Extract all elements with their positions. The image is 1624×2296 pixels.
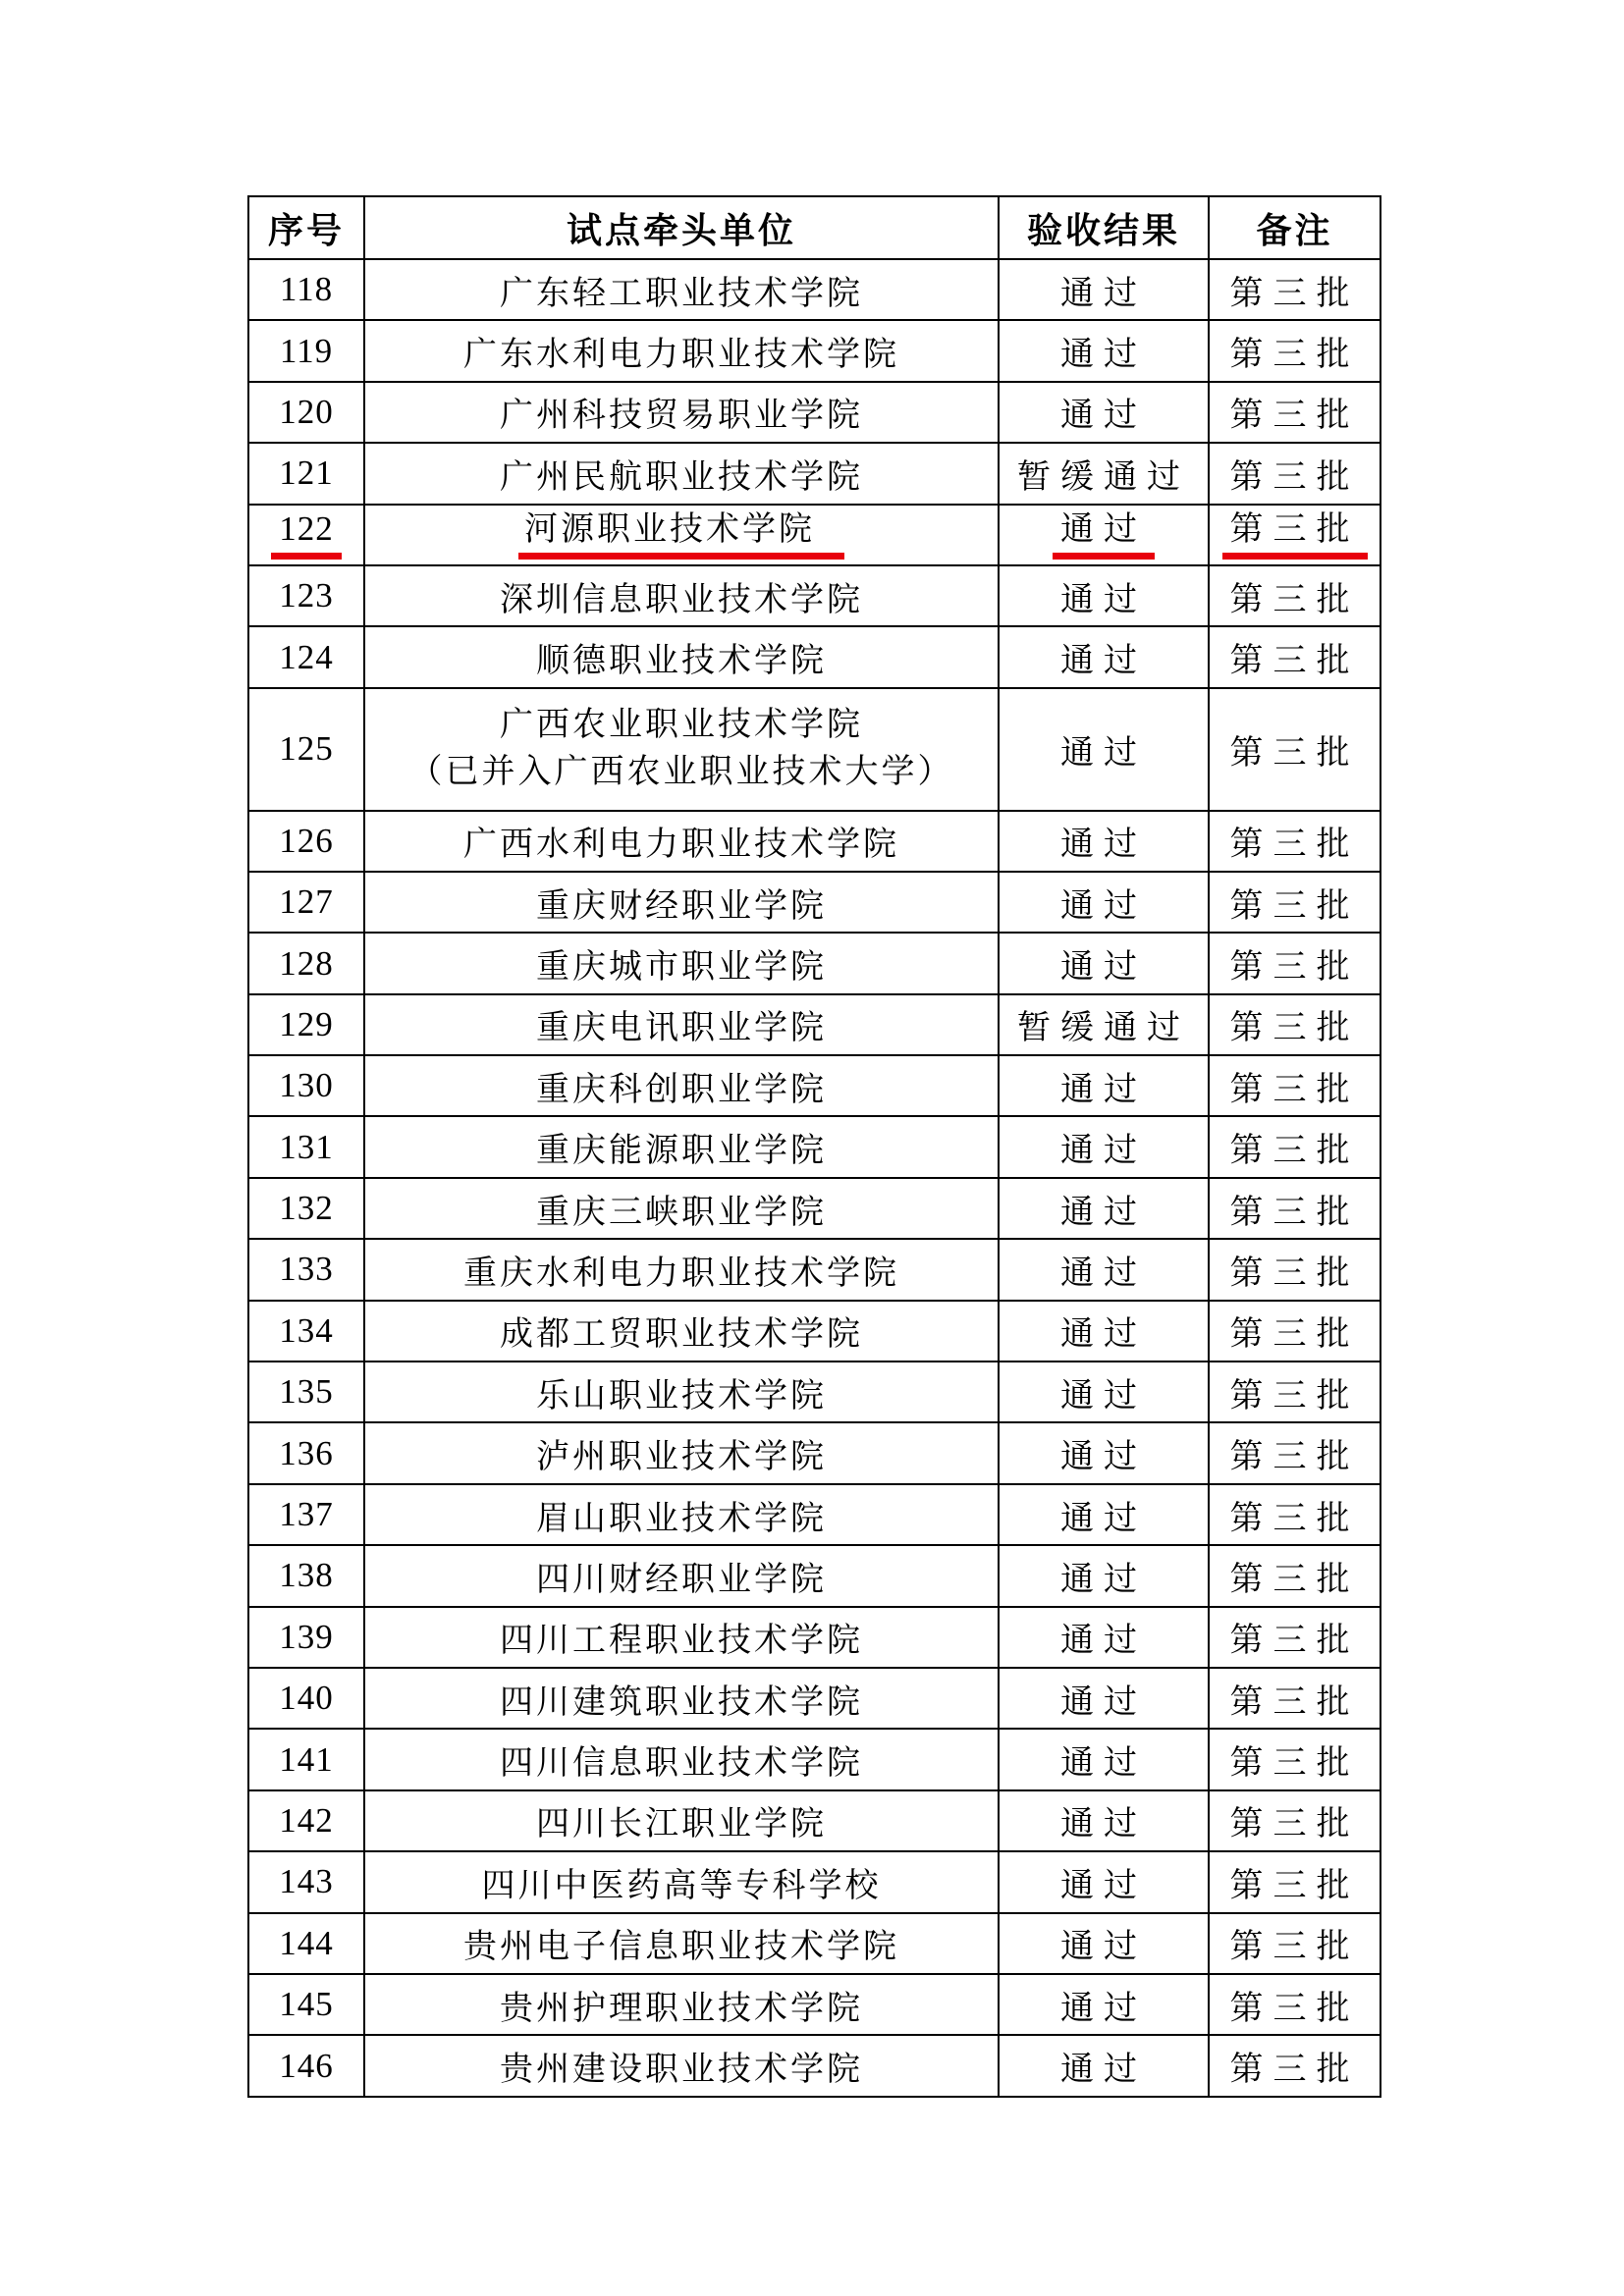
cell-result: 通过 (999, 1422, 1209, 1483)
table-row (248, 1055, 1380, 1116)
cell-index: 119 (248, 320, 364, 381)
table-row (248, 320, 1380, 381)
table-row (248, 872, 1380, 933)
cell-index: 135 (248, 1362, 364, 1422)
cell-unit: 广东水利电力职业技术学院 (364, 320, 999, 381)
cell-unit: 四川建筑职业技术学院 (364, 1668, 999, 1729)
cell-unit (364, 505, 999, 565)
cell-result: 通过 (999, 626, 1209, 687)
cell-index: 124 (248, 626, 364, 687)
cell-note: 第三批 (1209, 1607, 1380, 1668)
cell-index: 130 (248, 1055, 364, 1116)
table-row (248, 1668, 1380, 1729)
cell-result: 通过 (999, 565, 1209, 626)
cell-result: 通过 (999, 259, 1209, 320)
highlight-underline: 河源职业技术学院 (518, 510, 844, 560)
cell-result: 通过 (999, 1239, 1209, 1300)
cell-note: 第三批 (1209, 626, 1380, 687)
cell-index: 125 (248, 688, 364, 811)
table-row (248, 994, 1380, 1055)
cell-note: 第三批 (1209, 1178, 1380, 1239)
cell-note: 第三批 (1209, 1913, 1380, 1974)
cell-unit: 广州民航职业技术学院 (364, 443, 999, 504)
table-row (248, 1362, 1380, 1422)
column-header-note: 备注 (1209, 196, 1380, 259)
table-row (248, 443, 1380, 504)
table-row (248, 1178, 1380, 1239)
cell-note: 第三批 (1209, 1422, 1380, 1483)
table-row (248, 811, 1380, 872)
table-row (248, 1545, 1380, 1606)
cell-index: 140 (248, 1668, 364, 1729)
cell-unit: 四川信息职业技术学院 (364, 1729, 999, 1789)
cell-result: 通过 (999, 1607, 1209, 1668)
cell-note: 第三批 (1209, 688, 1380, 811)
cell-index: 133 (248, 1239, 364, 1300)
cell-unit: 四川中医药高等专科学校 (364, 1851, 999, 1912)
cell-index: 145 (248, 1974, 364, 2035)
highlight-underline: 122 (271, 509, 342, 560)
cell-index: 132 (248, 1178, 364, 1239)
table-body (248, 259, 1380, 2097)
cell-unit: 乐山职业技术学院 (364, 1362, 999, 1422)
cell-unit: 贵州电子信息职业技术学院 (364, 1913, 999, 1974)
cell-result: 通过 (999, 1545, 1209, 1606)
table-row (248, 2035, 1380, 2096)
cell-note: 第三批 (1209, 1974, 1380, 2035)
cell-index: 129 (248, 994, 364, 1055)
cell-result: 通过 (999, 1116, 1209, 1177)
cell-unit: 眉山职业技术学院 (364, 1484, 999, 1545)
table-row (248, 1790, 1380, 1851)
cell-result: 通过 (999, 872, 1209, 933)
table-row (248, 505, 1380, 565)
table-row (248, 933, 1380, 993)
cell-result: 通过 (999, 1790, 1209, 1851)
table-row (248, 1607, 1380, 1668)
cell-note: 第三批 (1209, 1484, 1380, 1545)
cell-index: 141 (248, 1729, 364, 1789)
cell-index: 121 (248, 443, 364, 504)
cell-unit: 四川长江职业学院 (364, 1790, 999, 1851)
cell-result: 通过 (999, 1668, 1209, 1729)
table-row (248, 1116, 1380, 1177)
cell-result: 通过 (999, 933, 1209, 993)
cell-result: 通过 (999, 1178, 1209, 1239)
cell-result: 通过 (999, 1729, 1209, 1789)
cell-index: 126 (248, 811, 364, 872)
cell-index: 138 (248, 1545, 364, 1606)
highlight-underline: 第三批 (1222, 510, 1368, 560)
table-row (248, 1422, 1380, 1483)
cell-note: 第三批 (1209, 872, 1380, 933)
cell-unit: 广西水利电力职业技术学院 (364, 811, 999, 872)
cell-unit (364, 688, 999, 811)
cell-index: 127 (248, 872, 364, 933)
cell-index (248, 505, 364, 565)
cell-index: 144 (248, 1913, 364, 1974)
cell-note: 第三批 (1209, 2035, 1380, 2096)
cell-note: 第三批 (1209, 933, 1380, 993)
cell-unit: 重庆水利电力职业技术学院 (364, 1239, 999, 1300)
cell-note: 第三批 (1209, 1301, 1380, 1362)
cell-note: 第三批 (1209, 1851, 1380, 1912)
cell-index: 128 (248, 933, 364, 993)
table-row (248, 1851, 1380, 1912)
cell-result: 通过 (999, 1484, 1209, 1545)
cell-note: 第三批 (1209, 1239, 1380, 1300)
table-row (248, 688, 1380, 811)
cell-note: 第三批 (1209, 382, 1380, 443)
cell-result: 通过 (999, 1301, 1209, 1362)
cell-unit: 重庆科创职业学院 (364, 1055, 999, 1116)
cell-unit: 重庆三峡职业学院 (364, 1178, 999, 1239)
cell-note: 第三批 (1209, 565, 1380, 626)
cell-result: 通过 (999, 811, 1209, 872)
cell-index: 142 (248, 1790, 364, 1851)
cell-index: 137 (248, 1484, 364, 1545)
cell-index: 146 (248, 2035, 364, 2096)
cell-result: 通过 (999, 2035, 1209, 2096)
cell-result: 通过 (999, 1362, 1209, 1422)
cell-unit: 重庆电讯职业学院 (364, 994, 999, 1055)
table-row (248, 1729, 1380, 1789)
cell-index: 123 (248, 565, 364, 626)
column-header-unit: 试点牵头单位 (364, 196, 999, 259)
cell-result: 通过 (999, 382, 1209, 443)
cell-result: 通过 (999, 688, 1209, 811)
unit-name-line1: 广西农业职业技术学院 (500, 706, 863, 743)
table-row (248, 565, 1380, 626)
cell-unit: 重庆能源职业学院 (364, 1116, 999, 1177)
cell-result: 通过 (999, 320, 1209, 381)
cell-index: 139 (248, 1607, 364, 1668)
cell-note: 第三批 (1209, 443, 1380, 504)
table-row (248, 1239, 1380, 1300)
cell-note: 第三批 (1209, 1116, 1380, 1177)
cell-index: 118 (248, 259, 364, 320)
cell-note: 第三批 (1209, 1668, 1380, 1729)
cell-unit: 重庆城市职业学院 (364, 933, 999, 993)
table-row (248, 1484, 1380, 1545)
cell-result: 通过 (999, 1055, 1209, 1116)
cell-note: 第三批 (1209, 1362, 1380, 1422)
unit-name-line2: （已并入广西农业职业技术大学） (408, 754, 954, 791)
header-row (248, 196, 1380, 259)
column-header-index: 序号 (248, 196, 364, 259)
cell-note: 第三批 (1209, 1055, 1380, 1116)
table-row (248, 382, 1380, 443)
cell-unit: 广州科技贸易职业学院 (364, 382, 999, 443)
cell-unit: 贵州护理职业技术学院 (364, 1974, 999, 2035)
cell-result: 暂缓通过 (999, 994, 1209, 1055)
cell-index: 134 (248, 1301, 364, 1362)
table-row (248, 626, 1380, 687)
cell-result: 暂缓通过 (999, 443, 1209, 504)
cell-unit: 泸州职业技术学院 (364, 1422, 999, 1483)
table-row (248, 259, 1380, 320)
table-row (248, 1301, 1380, 1362)
cell-unit: 重庆财经职业学院 (364, 872, 999, 933)
cell-note: 第三批 (1209, 994, 1380, 1055)
cell-note: 第三批 (1209, 1545, 1380, 1606)
cell-unit: 贵州建设职业技术学院 (364, 2035, 999, 2096)
cell-result: 通过 (999, 1913, 1209, 1974)
cell-unit: 成都工贸职业技术学院 (364, 1301, 999, 1362)
table-row (248, 1974, 1380, 2035)
cell-index: 120 (248, 382, 364, 443)
cell-result (999, 505, 1209, 565)
cell-unit: 深圳信息职业技术学院 (364, 565, 999, 626)
cell-result: 通过 (999, 1974, 1209, 2035)
cell-index: 143 (248, 1851, 364, 1912)
cell-unit: 顺德职业技术学院 (364, 626, 999, 687)
column-header-result: 验收结果 (999, 196, 1209, 259)
cell-unit: 广东轻工职业技术学院 (364, 259, 999, 320)
cell-note: 第三批 (1209, 320, 1380, 381)
highlight-underline: 通过 (1053, 510, 1155, 560)
table-row (248, 1913, 1380, 1974)
cell-note (1209, 505, 1380, 565)
cell-result: 通过 (999, 1851, 1209, 1912)
cell-unit: 四川工程职业技术学院 (364, 1607, 999, 1668)
cell-note: 第三批 (1209, 1729, 1380, 1789)
cell-note: 第三批 (1209, 259, 1380, 320)
cell-unit: 四川财经职业学院 (364, 1545, 999, 1606)
cell-note: 第三批 (1209, 1790, 1380, 1851)
cell-index: 136 (248, 1422, 364, 1483)
cell-index: 131 (248, 1116, 364, 1177)
acceptance-results-table (247, 195, 1381, 2098)
cell-note: 第三批 (1209, 811, 1380, 872)
